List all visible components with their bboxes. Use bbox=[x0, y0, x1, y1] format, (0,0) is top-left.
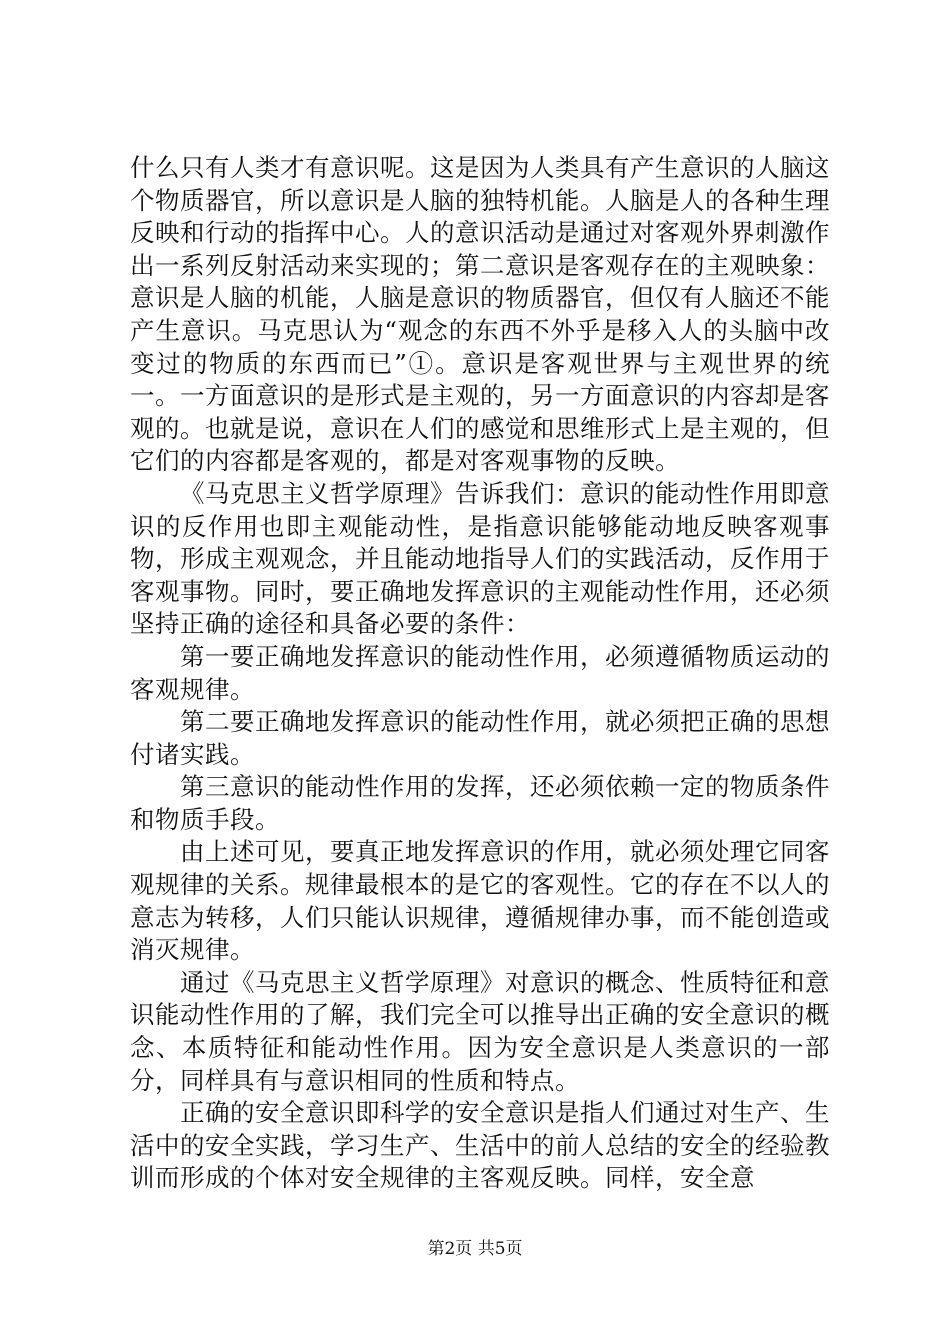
body-text bbox=[130, 152, 830, 1195]
paragraph-continuation: 什么只有人类才有意识呢。这是因为人类具有产生意识的人脑这个物质器官，所以意识是人脑的独特机能。人脑是人的各种生理反映和行动的指挥中心。人的意识活动是通过对客观外界刺激作出一系列反射活动来实现的；第二意识是客观存在的主观映象：意识是人脑的机能，人脑是意识的物质器官，但仅有人脑还不能产生意识。马克思认为“观念的东西不外乎是移入人的头脑中改变过的物质的东西而已”①。意识是客观世界与主观世界的统一。一方面意识的是形式是主观的，另一方面意识的内容却是客观的。也就是说，意识在人们的感觉和思维形式上是主观的，但它们的内容都是客观的，都是对客观事物的反映。 bbox=[130, 153, 830, 476]
paragraph-objective-law: 由上述可见，要真正地发挥意识的作用，就必须处理它同客观规律的关系。规律最根本的是它的客观性。它的存在不以人的意志为转移，人们只能认识规律，遵循规律办事，而不能创造或消灭规律。 bbox=[130, 837, 830, 965]
page-number-footer: 第2页 共5页 bbox=[427, 1239, 523, 1259]
paragraph-safety-awareness-derivation: 通过《马克思主义哲学原理》对意识的概念、性质特征和意识能动性作用的了解，我们完全可以推导出正确的安全意识的概念、本质特征和能动性作用。因为安全意识是人类意识的一部分，同样具有与意识相同的性质和特点。 bbox=[130, 967, 830, 1095]
paragraph-safety-awareness-definition: 正确的安全意识即科学的安全意识是指人们通过对生产、生活中的安全实践，学习生产、生活中的前人总结的安全的经验教训而形成的个体对安全规律的主客观反映。同样，安全意 bbox=[130, 1098, 830, 1193]
paragraph-condition-one: 第一要正确地发挥意识的能动性作用，必须遵循物质运动的客观规律。 bbox=[130, 641, 830, 704]
paragraph-condition-two: 第二要正确地发挥意识的能动性作用，就必须把正确的思想付诸实践。 bbox=[130, 707, 830, 769]
paragraph-marxism-principle: 《马克思主义哲学原理》告诉我们：意识的能动性作用即意识的反作用也即主观能动性，是指意识能够能动地反映客观事物，形成主观观念，并且能动地指导人们的实践活动，反作用于客观事物。同时，要正确地发挥意识的主观能动性作用，还必须坚持正确的途径和具备必要的条件： bbox=[130, 478, 830, 639]
paragraph-condition-three: 第三意识的能动性作用的发挥，还必须依赖一定的物质条件和物质手段。 bbox=[130, 772, 830, 834]
